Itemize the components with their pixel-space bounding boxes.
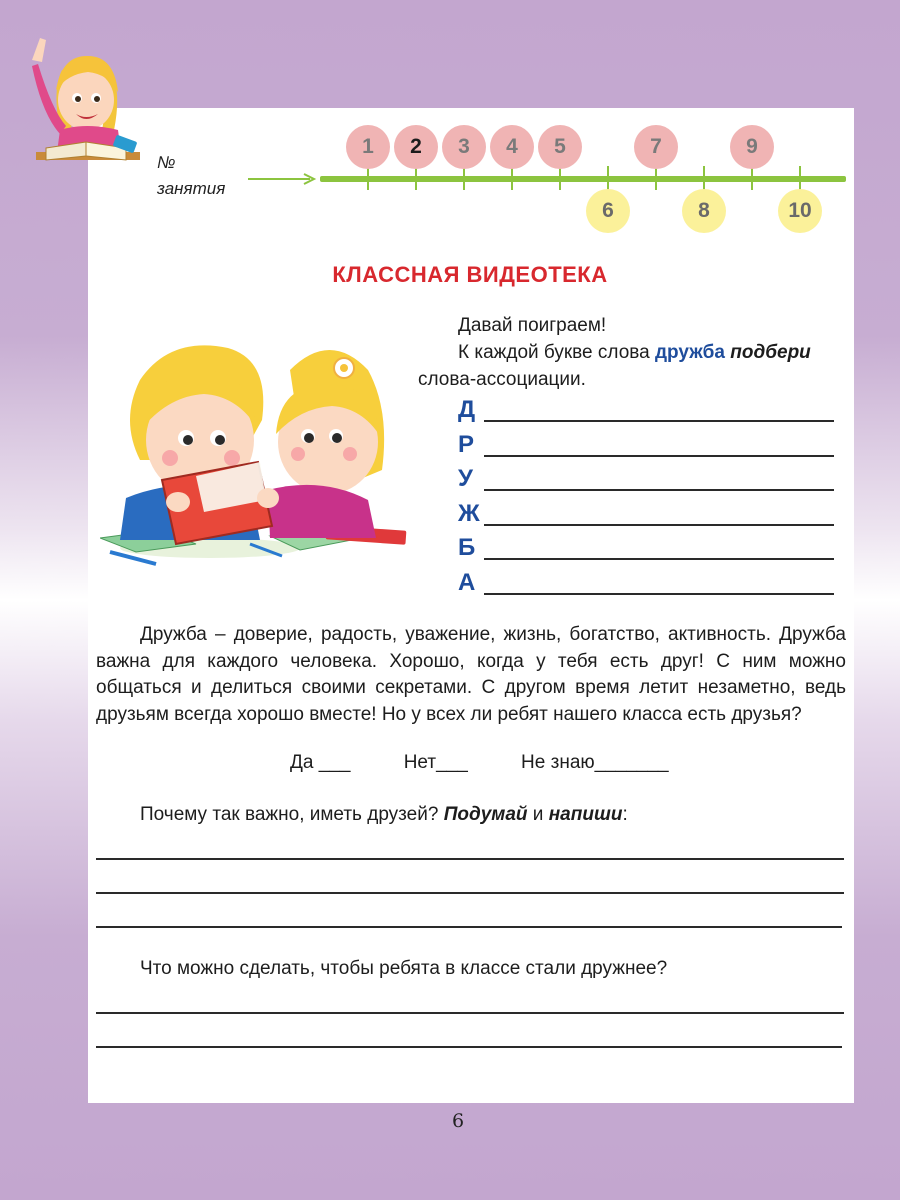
association-write-line[interactable] xyxy=(484,420,834,422)
lesson-label-no: № xyxy=(157,153,176,172)
lesson-number-9: 9 xyxy=(730,125,774,169)
answer-no[interactable]: Нет___ xyxy=(403,752,468,773)
lesson-label-word: занятия xyxy=(157,179,226,198)
letter-label: А xyxy=(458,568,476,596)
keyword-friendship: дружба xyxy=(655,342,725,363)
question1-write: напиши xyxy=(548,804,623,825)
page-sheet xyxy=(88,108,854,1103)
page-title: КЛАССНАЯ ВИДЕОТЕКА xyxy=(332,262,608,287)
lesson-number-2: 2 xyxy=(394,125,438,169)
letter-label: Б xyxy=(458,534,476,561)
association-write-line[interactable] xyxy=(484,524,834,526)
lesson-number-label xyxy=(157,150,225,202)
question-why-friends xyxy=(140,804,628,826)
write-line[interactable] xyxy=(96,858,844,860)
game-intro: Давай поиграем! xyxy=(458,315,607,336)
pupil-illustration xyxy=(22,30,148,180)
lesson-timeline xyxy=(320,176,846,182)
kids-reading-illustration xyxy=(100,330,416,570)
letter-label: Д xyxy=(458,396,476,423)
association-game xyxy=(418,312,850,393)
write-line[interactable] xyxy=(96,1046,842,1048)
game-instruction-end: слова-ассоциации. xyxy=(418,369,586,390)
question1-and: и xyxy=(527,804,549,825)
answer-yes[interactable]: Да ___ xyxy=(290,752,351,773)
answer-dont-know[interactable]: Не знаю_______ xyxy=(521,752,669,773)
association-write-line[interactable] xyxy=(484,455,834,457)
association-write-line[interactable] xyxy=(484,558,834,560)
lesson-number-7: 7 xyxy=(634,125,678,169)
letter-label: Ж xyxy=(458,499,480,527)
lesson-number-5: 5 xyxy=(538,125,582,169)
question1-think: Подумай xyxy=(443,804,528,825)
instruction-verb: подбери xyxy=(730,342,811,363)
write-line[interactable] xyxy=(96,926,842,928)
lesson-number-4: 4 xyxy=(490,125,534,169)
letter-label: Р xyxy=(458,430,475,458)
association-write-line[interactable] xyxy=(484,593,834,595)
lesson-number-8: 8 xyxy=(682,189,726,233)
lesson-number-3: 3 xyxy=(442,125,486,169)
friendship-paragraph xyxy=(96,622,846,728)
letter-label: У xyxy=(458,465,473,492)
answer-choices xyxy=(290,752,717,774)
arrow-right-icon xyxy=(248,172,318,186)
association-write-line[interactable] xyxy=(484,489,834,491)
lesson-number-1: 1 xyxy=(346,125,390,169)
write-line[interactable] xyxy=(96,1012,844,1014)
game-instruction xyxy=(418,339,850,366)
question-class-friendlier: Что можно сделать, чтобы ребята в классе стали дружнее? xyxy=(140,958,668,979)
game-instruction-text: К каждой букве слова xyxy=(458,342,655,363)
question1-colon: : xyxy=(622,804,628,825)
question1-text: Почему так важно, иметь друзей? xyxy=(140,804,444,825)
page-number: 6 xyxy=(451,1110,465,1132)
paragraph-text: Дружба – доверие, радость, уважение, жизнь, богатство, активность. Дружба важна для каждого человека. Хорошо, когда у тебя есть друг! С ним можно общаться и делиться своими секретами. С другом время летит незаметно, ведь друзьям всегда хорошо вместе! Но у всех ли ребят нашего класса есть друзья? xyxy=(96,624,846,725)
write-line[interactable] xyxy=(96,892,844,894)
lesson-number-6: 6 xyxy=(586,189,630,233)
lesson-number-10: 10 xyxy=(778,189,822,233)
